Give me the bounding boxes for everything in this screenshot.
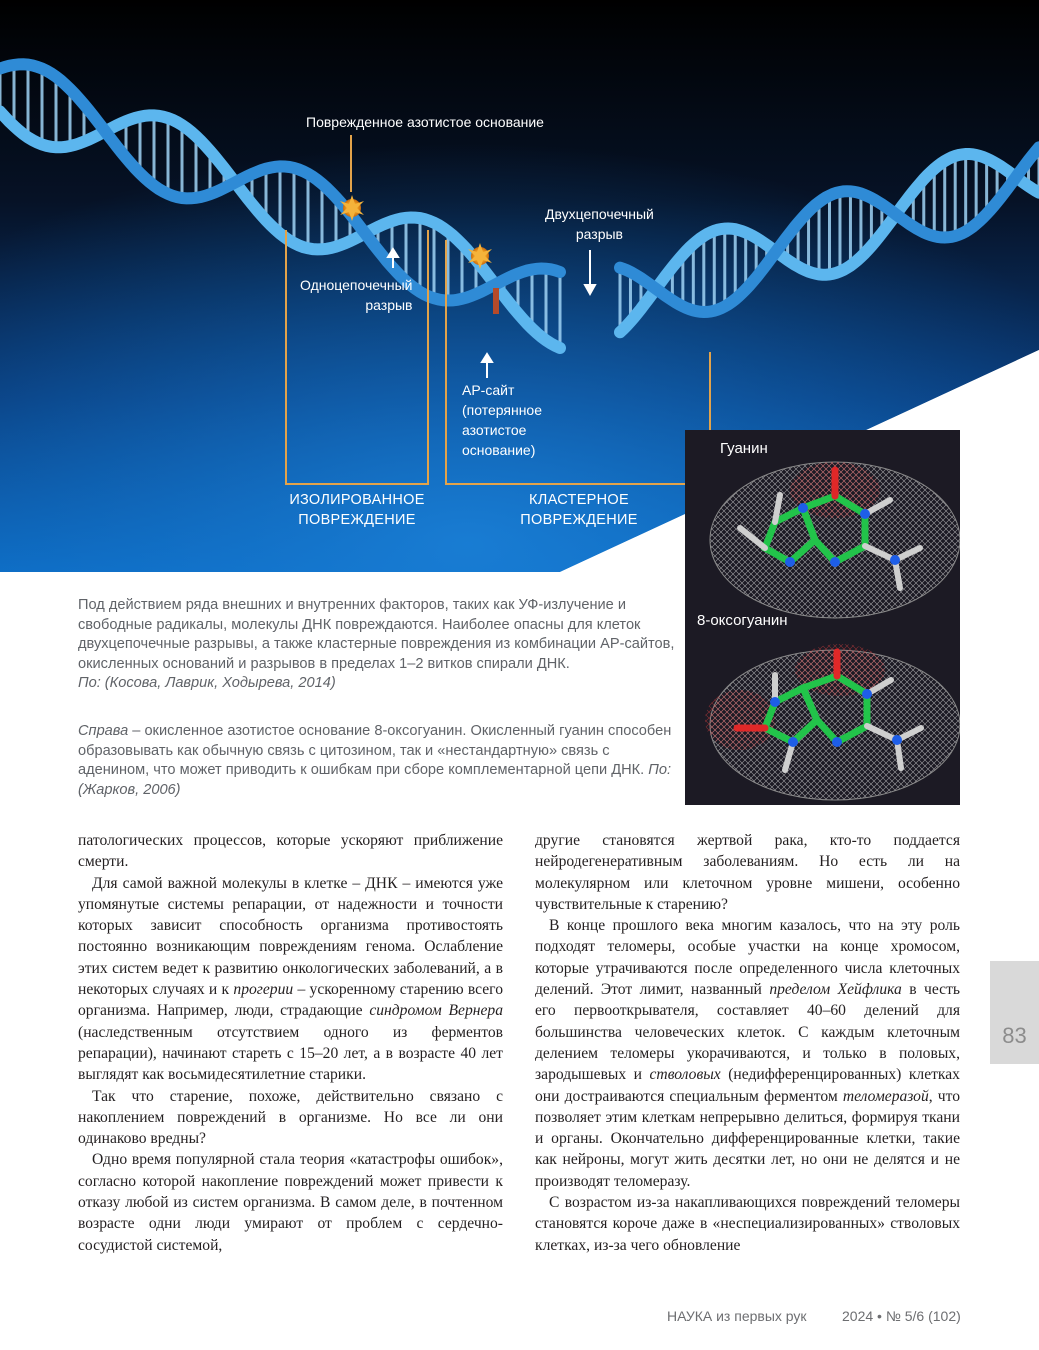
- term: теломеразой: [842, 1087, 929, 1105]
- page-number: 83: [1002, 1023, 1027, 1048]
- paragraph: Одно время популярной стала теория «катастрофы ошибок», согласно которой накопление повреждений может привести к отказу любой из систем организма. В самом деле, в почтенном возрасте одни люди умирают от проблем с сердечно-сосудистой системой,: [78, 1151, 503, 1254]
- guanine-label: Гуанин: [720, 440, 768, 457]
- molecule-panel: [685, 430, 960, 805]
- paragraph: другие становятся жертвой рака, кто-то поддается нейродегенеративным заболеваниям. Но есть ли на молекулярном или клеточном уровне мишени, особенно чувствительные к старению?: [535, 832, 960, 913]
- term: синдромом Вернера: [369, 1002, 504, 1020]
- caption-text: – окисленное азотистое основание 8-оксогуанин. Окисленный гуанин способен образовывать как обычную связь с цитозином, так и «нестандартную» связь с аденином, что может приводить к ошибкам при сборе комплементарной цепи ДНК.: [78, 723, 672, 779]
- isolated-damage-label: ИЗОЛИРОВАННОЕ ПОВРЕЖДЕНИЕ: [289, 492, 425, 528]
- text-column-right: [535, 830, 960, 1256]
- caption-source: По: (Жарков, 2006): [78, 762, 672, 798]
- footer-issue: 2024 • № 5/6 (102): [842, 1308, 961, 1324]
- text-span: (наследственным отсутствием одного из ферментов репарации), начинают стареть с 15–20 лет, а в возрасте 40 лет выглядят как восьмидесятилетние старики.: [78, 1023, 503, 1084]
- guanine-model: [710, 462, 960, 618]
- term: стволовых: [649, 1066, 721, 1084]
- paragraph: Так что старение, похоже, действительно связано с накоплением повреждений в организме. Но все ли они одинаково вредны?: [78, 1087, 503, 1148]
- cluster-damage-label: КЛАСТЕРНОЕ ПОВРЕЖДЕНИЕ: [520, 492, 638, 528]
- text-span: , что позволяет этим клеткам непрерывно делиться, формируя ткани и органы. Окончательно дифференцированные клетки, такие как нейроны, могут жить десятки лет, но они не делятся и не производят теломеразу.: [535, 1087, 961, 1190]
- ap-site-marker: [493, 288, 499, 314]
- oxoguanine-model: [705, 644, 960, 800]
- text-column-left: [78, 830, 503, 1256]
- term: пределом Хейфлика: [769, 981, 902, 999]
- page-number-tab: [990, 961, 1039, 1064]
- text-span: – ускоренному старению всего организма. Например, люди, страдающие: [78, 981, 503, 1020]
- paragraph: [78, 873, 503, 1086]
- damaged-base-label: Поврежденное азотистое основание: [306, 114, 544, 130]
- text-span: в честь его первооткрывателя, составляет 40–60 делений для большинства человеческих клеток. С каждым клеточным делением теломеры укорачиваются, и только в половых, зародышевых и: [535, 981, 960, 1084]
- paragraph: патологических процессов, которые ускоряют приближение смерти.: [78, 832, 503, 871]
- figure-caption-molecule: [78, 722, 678, 800]
- caption-text: Под действием ряда внешних и внутренних факторов, таких как УФ-излучение и свободные радикалы, молекулы ДНК повреждаются. Наиболее опасны для клеток двухцепочечные разрывы, а также кластерные повреждения из комбинации АР-сайтов, окисленных оснований и разрывов в пределах 1–2 витков спирали ДНК.: [78, 597, 675, 672]
- paragraph: С возрастом из-за накапливающихся повреждений теломеры становятся короче даже в «неспециализированных» стволовых клетках, из-за чего обновление: [535, 1194, 960, 1254]
- ap-site-label: АР-сайт (потерянное азотистое основание): [462, 382, 543, 458]
- figure-caption-main: [78, 596, 678, 694]
- paragraph: [535, 915, 960, 1192]
- text-span: В конце прошлого века многим казалось, что на эту роль подходят теломеры, особые участки на конце хромосом, которые утрачиваются после определенного числа клеточных делений. Этот лимит, названный: [535, 917, 960, 999]
- text-span: Для самой важной молекулы в клетке – ДНК – имеются уже упомянутые системы репарации, от надежности и точности которых зависит способность организма противостоять постоянно возникающим повреждениям генома. Ослабление этих систем ведет к развитию онкологических заболеваний, а в некоторых случаях и к: [78, 874, 503, 999]
- single-strand-break-label: Одноцепочечный разрыв: [300, 277, 413, 313]
- term: прогерии: [233, 981, 294, 999]
- double-strand-break-label: Двухцепочечный разрыв: [545, 206, 654, 242]
- oxoguanine-label: 8-оксогуанин: [697, 612, 788, 629]
- caption-source: По: (Косова, Лаврик, Ходырева, 2014): [78, 675, 336, 692]
- text-span: (недифференцированных) клетках они достраиваются специальным ферментом: [535, 1066, 960, 1105]
- footer-journal-name: НАУКА из первых рук: [667, 1308, 807, 1324]
- caption-lead: Справа: [78, 723, 129, 739]
